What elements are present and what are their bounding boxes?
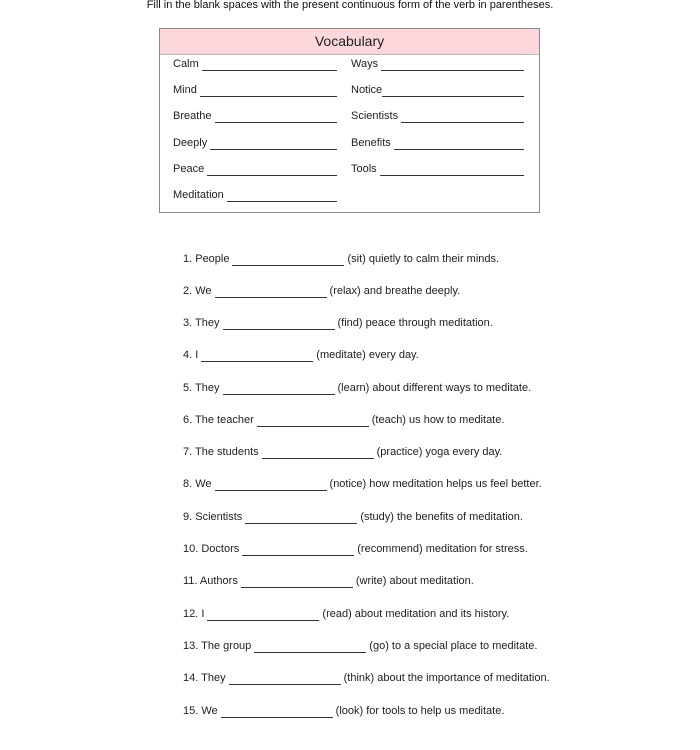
question-item xyxy=(183,477,542,491)
question-rest: (learn) about different ways to meditate. xyxy=(337,382,532,394)
question-subject: 10. Doctors xyxy=(183,543,240,555)
question-rest: (look) for tools to help us meditate. xyxy=(335,705,505,717)
vocab-blank[interactable] xyxy=(381,59,524,71)
question-item xyxy=(183,542,528,556)
question-subject: 6. The teacher xyxy=(183,414,254,426)
vocab-item xyxy=(173,109,337,123)
vocab-word: Scientists xyxy=(351,110,399,122)
vocab-word: Mind xyxy=(173,84,197,96)
vocab-blank[interactable] xyxy=(215,111,337,123)
instructions: Fill in the blank spaces with the present continuous form of the verb in parentheses. xyxy=(146,0,554,11)
answer-blank[interactable] xyxy=(223,383,335,395)
vocab-item xyxy=(351,162,524,176)
answer-blank[interactable] xyxy=(245,512,357,524)
question-item xyxy=(183,639,537,653)
question-item xyxy=(183,284,460,298)
vocab-blank[interactable] xyxy=(202,59,337,71)
answer-blank[interactable] xyxy=(201,350,313,362)
question-item xyxy=(183,252,499,266)
answer-blank[interactable] xyxy=(241,576,353,588)
question-subject: 12. I xyxy=(183,608,205,620)
question-rest: (meditate) every day. xyxy=(316,349,419,361)
question-subject: 1. People xyxy=(183,253,230,265)
vocab-item xyxy=(351,109,524,123)
vocab-blank[interactable] xyxy=(227,190,337,202)
question-item xyxy=(183,574,474,588)
answer-blank[interactable] xyxy=(223,318,335,330)
vocab-blank[interactable] xyxy=(394,138,524,150)
vocab-item xyxy=(173,83,337,97)
answer-blank[interactable] xyxy=(262,447,374,459)
vocab-word: Meditation xyxy=(173,189,224,201)
answer-blank[interactable] xyxy=(215,479,327,491)
question-rest: (practice) yoga every day. xyxy=(376,446,503,458)
question-rest: (study) the benefits of meditation. xyxy=(360,511,523,523)
answer-blank[interactable] xyxy=(221,706,333,718)
question-rest: (notice) how meditation helps us feel better. xyxy=(329,478,542,490)
vocab-word: Tools xyxy=(351,163,377,175)
vocab-word: Ways xyxy=(351,58,379,70)
question-item xyxy=(183,413,504,427)
vocab-item xyxy=(351,83,524,97)
vocab-blank[interactable] xyxy=(207,164,337,176)
vocab-item xyxy=(173,57,337,71)
question-item xyxy=(183,704,504,718)
question-subject: 5. They xyxy=(183,382,220,394)
vocab-word: Notice xyxy=(351,84,383,96)
question-subject: 2. We xyxy=(183,285,212,297)
answer-blank[interactable] xyxy=(215,286,327,298)
vocab-word: Deeply xyxy=(173,137,208,149)
vocab-item xyxy=(351,57,524,71)
question-subject: 11. Authors xyxy=(183,575,238,587)
question-subject: 7. The students xyxy=(183,446,259,458)
vocabulary-box xyxy=(159,28,540,213)
answer-blank[interactable] xyxy=(232,254,344,266)
question-subject: 13. The group xyxy=(183,640,252,652)
question-rest: (teach) us how to meditate. xyxy=(371,414,505,426)
answer-blank[interactable] xyxy=(254,641,366,653)
question-rest: (write) about meditation. xyxy=(355,575,474,587)
question-subject: 3. They xyxy=(183,317,220,329)
question-rest: (go) to a special place to meditate. xyxy=(369,640,538,652)
vocab-word: Benefits xyxy=(351,137,391,149)
vocabulary-title: Vocabulary xyxy=(160,29,539,55)
question-item xyxy=(183,445,502,459)
vocab-blank[interactable] xyxy=(382,85,524,97)
answer-blank[interactable] xyxy=(257,415,369,427)
question-rest: (sit) quietly to calm their minds. xyxy=(347,253,500,265)
question-subject: 9. Scientists xyxy=(183,511,243,523)
question-item xyxy=(183,671,550,685)
answer-blank[interactable] xyxy=(207,609,319,621)
vocab-item xyxy=(173,162,337,176)
answer-blank[interactable] xyxy=(242,544,354,556)
vocab-item xyxy=(351,136,524,150)
answer-blank[interactable] xyxy=(229,673,341,685)
question-subject: 14. They xyxy=(183,672,226,684)
question-subject: 4. I xyxy=(183,349,199,361)
question-rest: (read) about meditation and its history. xyxy=(322,608,510,620)
vocab-word: Peace xyxy=(173,163,205,175)
question-rest: (relax) and breathe deeply. xyxy=(329,285,461,297)
question-item xyxy=(183,607,509,621)
question-item xyxy=(183,510,523,524)
question-rest: (think) about the importance of meditation. xyxy=(343,672,550,684)
vocab-blank[interactable] xyxy=(210,138,337,150)
question-rest: (recommend) meditation for stress. xyxy=(357,543,528,555)
question-item xyxy=(183,381,531,395)
vocab-word: Breathe xyxy=(173,110,212,122)
vocab-blank[interactable] xyxy=(200,85,337,97)
vocab-blank[interactable] xyxy=(401,111,524,123)
vocab-item xyxy=(173,136,337,150)
question-subject: 15. We xyxy=(183,705,218,717)
question-subject: 8. We xyxy=(183,478,212,490)
question-rest: (find) peace through meditation. xyxy=(337,317,493,329)
vocab-blank[interactable] xyxy=(380,164,524,176)
question-item xyxy=(183,348,419,362)
vocab-item xyxy=(173,188,337,202)
vocab-word: Calm xyxy=(173,58,199,70)
question-item xyxy=(183,316,493,330)
